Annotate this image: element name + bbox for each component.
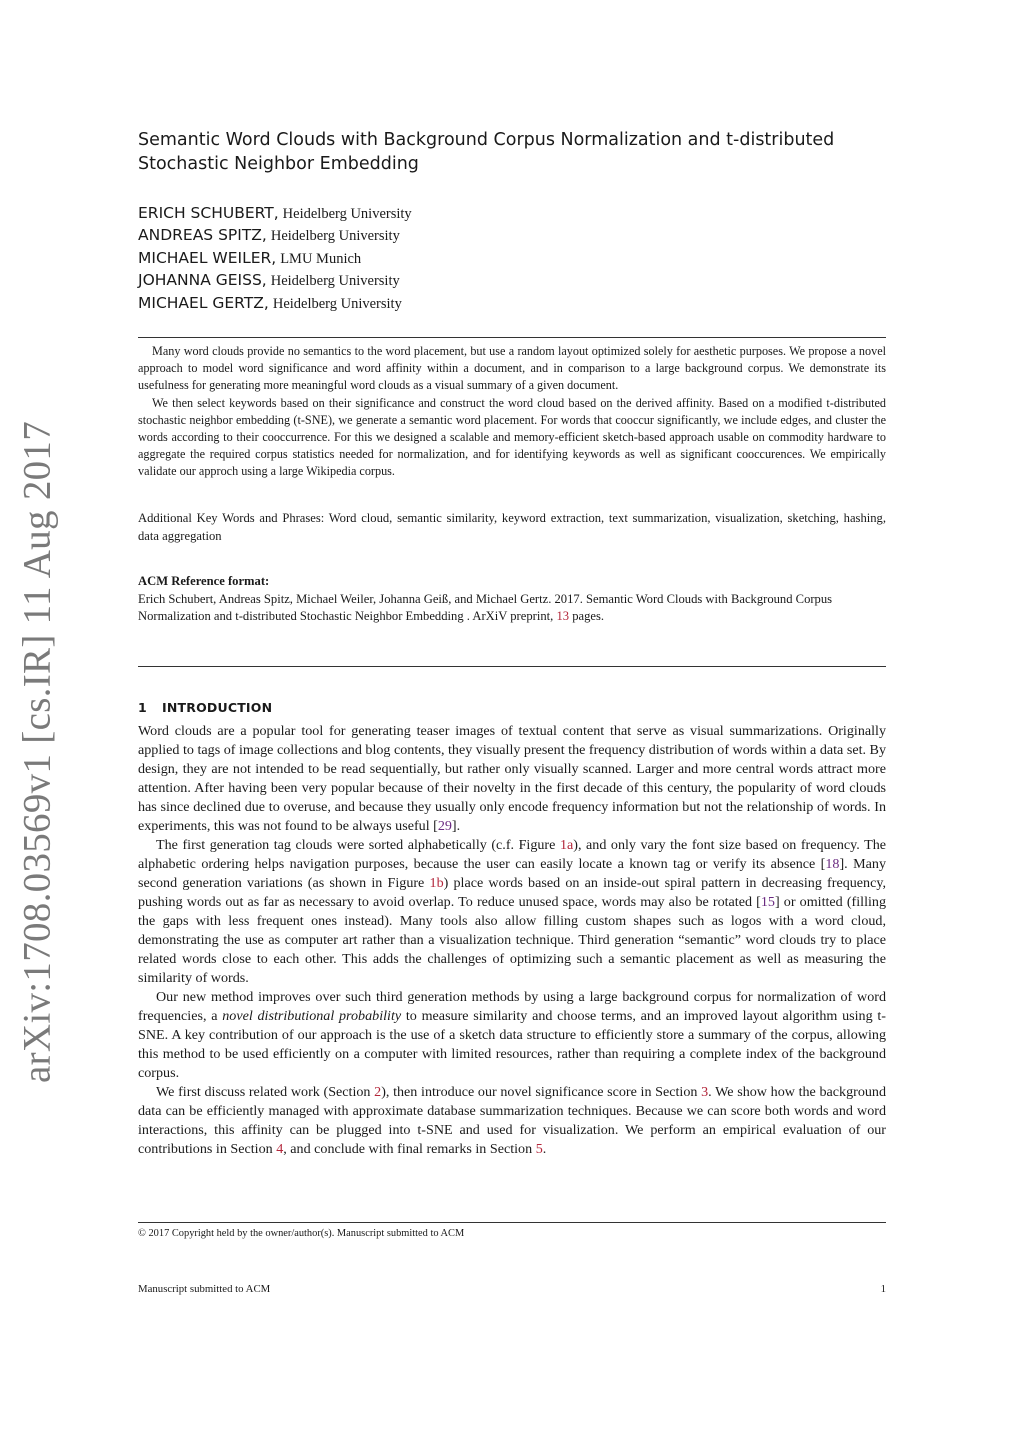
footnote-rule [138, 1222, 886, 1223]
author [138, 269, 886, 291]
text-run: We first discuss related work (Section [156, 1084, 375, 1100]
author-name: JOHANNA GEISS, [138, 271, 267, 290]
author-affiliation: LMU Munich [280, 250, 362, 267]
author-affiliation: Heidelberg University [282, 206, 412, 222]
citation-link[interactable]: 18 [825, 856, 840, 872]
abstract-paragraph: Many word clouds provide no semantics to the word placement, but use a random layout optimized solely for aesthetic purposes. We propose a novel approach to model word significance and word affinity within a document, and in comparison to a large background corpus. We demonstrate its usefulness for generating more meaningful word clouds as a visual summary of a given document. [138, 344, 886, 393]
abstract-top-rule [138, 337, 886, 338]
text-run: ), and only vary the font size based on frequency. The alphabetic ordering helps navigation purposes, because the user can easily locate a known tag or verify its absence [ [138, 837, 886, 872]
text-run: Our new method improves over such third generation methods by using a large background corpus for normalization of word frequencies, a [138, 989, 886, 1024]
author-affiliation: Heidelberg University [270, 228, 400, 245]
author-affiliation: Heidelberg University [272, 295, 402, 312]
paper-title: Semantic Word Clouds with Background Corpus Normalization and t-distributed Stochastic Neighbor Embedding [138, 130, 835, 174]
acm-reference [138, 573, 886, 626]
text-run: . [542, 1141, 547, 1157]
page-number: 1 [880, 1283, 886, 1295]
arxiv-id: arXiv:1708.03569v1 [cs.IR] 11 Aug 2017 [15, 420, 59, 1084]
abstract-paragraph: We then select keywords based on their significance and construct the word cloud based on the derived affinity. Based on a modified t-distributed stochastic neighbor embedding (t-SNE), we generate a semantic word placement. For words that cooccur significantly, we include edges, and cluster the words according to their cooccurrence. For this we designed a scalable and memory-efficient sketch-based approach usable on commodity hardware to aggregate the required corpus statistics needed for normalization, and for identifying keywords as well as significant cooccurences. We empirically validate our approch using a large Wikipedia corpus. [138, 395, 886, 479]
section-link[interactable]: 4 [276, 1141, 284, 1157]
text-run: ), then introduce our novel significance score in Section [381, 1084, 702, 1100]
author-name: ERICH SCHUBERT, [138, 204, 279, 222]
section-link[interactable]: 2 [374, 1084, 382, 1100]
text-run: , and conclude with final remarks in Section [283, 1141, 536, 1157]
body-paragraph [138, 1083, 886, 1159]
author-affiliation: Heidelberg University [270, 273, 400, 290]
introduction-body [138, 722, 886, 1159]
arxiv-sidebar-stamp [12, 420, 62, 1084]
text-run: ]. Many second generation variations (as shown in Figure [138, 856, 886, 891]
pages-link[interactable]: 13 [556, 609, 570, 623]
body-paragraph [138, 836, 886, 988]
figure-link[interactable]: 1b [429, 875, 444, 891]
text-run: ] or omitted (filling the gaps with less frequent ones instead). Many tools also allow filling custom shapes such as logos with a word cloud, demonstrating the use as computer art rather than a visualization technique. Third generation “semantic” word clouds try to place related words close to each other. This adds the challenges of optimizing such a semantic placement as well as measuring the similarity of words. [138, 894, 886, 986]
body-paragraph [138, 722, 886, 836]
author [138, 247, 886, 269]
section-number: 1 [138, 700, 147, 715]
text-run: ]. [451, 818, 461, 834]
text-run: The first generation tag clouds were sorted alphabetically (c.f. Figure [156, 837, 560, 853]
author [138, 224, 886, 246]
author [138, 292, 886, 314]
abstract-bottom-rule [138, 666, 886, 667]
text-run: ) place words based on an inside-out spiral pattern in decreasing frequency, pushing words out as far as necessary to avoid overlap. To reduce unused space, words may also be rotated [ [138, 875, 887, 910]
section-link[interactable]: 5 [535, 1141, 543, 1157]
section-heading [138, 700, 886, 715]
acm-reference-text [138, 591, 886, 626]
figure-link[interactable]: 1a [559, 837, 574, 853]
author-list [138, 202, 886, 314]
abstract [138, 343, 886, 481]
citation-link[interactable]: 29 [437, 818, 452, 834]
author-name: MICHAEL WEILER, [138, 248, 277, 267]
body-paragraph [138, 988, 886, 1083]
footer-text: Manuscript submitted to ACM [138, 1283, 271, 1295]
author-name: ANDREAS SPITZ, [138, 226, 267, 245]
section-title: INTRODUCTION [162, 700, 273, 715]
author-name: MICHAEL GERTZ, [138, 293, 269, 312]
emphasis: novel distributional probability [222, 1008, 402, 1024]
acm-reference-body: Erich Schubert, Andreas Spitz, Michael Weiler, Johanna Geiß, and Michael Gertz. 2017. Semantic Word Clouds with Background Corpus Normalization and t-distributed Stochastic Neighbor Embedding . ArXiV preprint, [138, 591, 833, 623]
section-link[interactable]: 3 [701, 1084, 709, 1100]
citation-link[interactable]: 15 [760, 894, 775, 910]
acm-reference-tail: pages. [572, 609, 605, 623]
text-run: to measure similarity and choose terms, and an improved layout algorithm using t-SNE. A key contribution of our approach is the use of a sketch data structure to efficiently store a summary of the corpus, allowing this method to be used efficiently on a computer with limited resources, rather than requiring a complete index of the background corpus. [138, 1008, 886, 1081]
author [138, 202, 886, 224]
keywords: Additional Key Words and Phrases: Word cloud, semantic similarity, keyword extraction, text summarization, visualization, sketching, hashing, data aggregation [138, 511, 886, 543]
acm-reference-heading: ACM Reference format: [138, 574, 270, 588]
copyright-footnote: © 2017 Copyright held by the owner/author(s). Manuscript submitted to ACM [138, 1228, 465, 1239]
text-run: Word clouds are a popular tool for generating teaser images of textual content that serve as visual summarizations. Originally applied to tags of image collections and blog contents, they visually present the frequency distribution of words within a data set. By design, they are not intended to be read sequentially, but rather only visually scanned. Larger and more central words attract more attention. After having been very popular because of their novelty in the first decade of this century, the popularity of word clouds has since declined due to overuse, and because they usually only encode frequency information but not the relationship of words. In experiments, this was not found to be always useful [ [138, 723, 886, 834]
text-run: . We show how the background data can be efficiently managed with approximate database summarization techniques. Because we can score both words and word interactions, this affinity can be plugged into t-SNE and used for visualization. We perform an empirical evaluation of our contributions in Section [138, 1084, 887, 1157]
